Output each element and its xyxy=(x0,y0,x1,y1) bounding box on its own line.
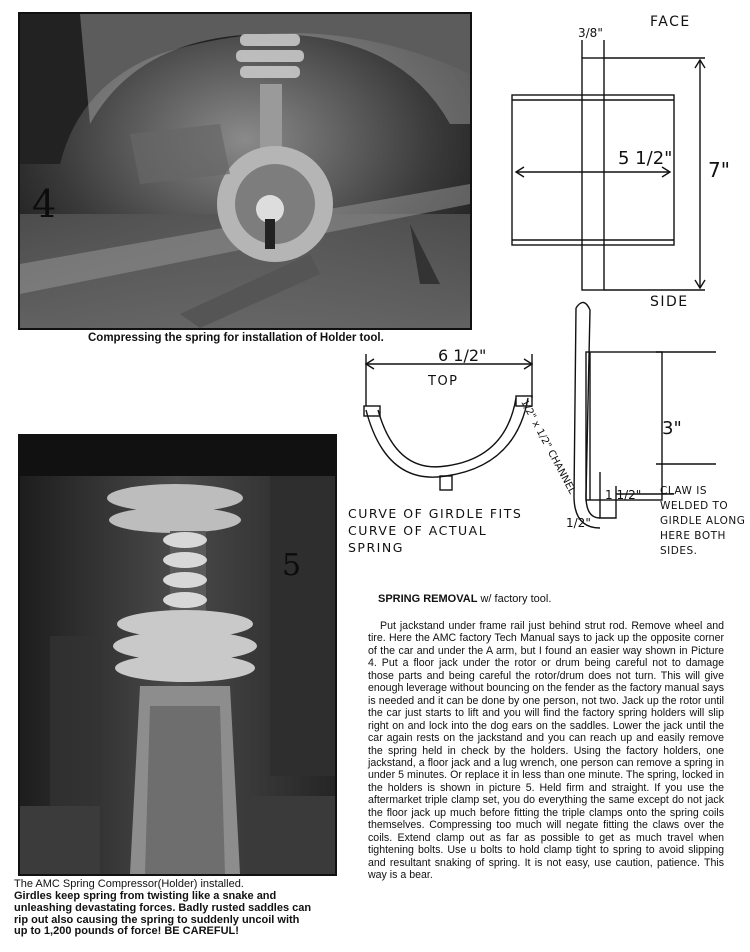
photo2-caption-warning: Girdles keep spring from twisting like a snake and unleashing devastating forces. Badly rusted saddles can rip out also causing the spring to suddenly uncoil with up to 1,200 pounds of force! BE CAREFUL! xyxy=(14,890,312,938)
photo-compressing-spring-image xyxy=(20,14,470,328)
sketch-top-width: 6 1/2" xyxy=(438,346,487,365)
sketch-side-claw-size: 1 1/2" xyxy=(605,488,642,502)
section-title xyxy=(378,593,551,605)
sketch-side-label: SIDE xyxy=(650,294,689,310)
sketch-side-bottom-dim: 1/2" xyxy=(566,516,591,530)
photo1-caption: Compressing the spring for installation of Holder tool. xyxy=(88,332,384,344)
sketch-side-height: 3" xyxy=(662,418,682,439)
sketch-top-label: TOP xyxy=(428,374,459,389)
sketch-top-note: CURVE OF GIRDLE FITS CURVE OF ACTUAL SPRING xyxy=(348,506,523,555)
sketch-face-thickness: 3/8" xyxy=(578,26,603,40)
photo-spring-holder-image xyxy=(20,436,335,874)
sketch-face-width: 5 1/2" xyxy=(618,148,673,169)
sketch-side-channel: 1/2" x 1/2" CHANNEL xyxy=(518,398,578,496)
photo-compressing-spring xyxy=(18,12,472,330)
photo-number-4: 4 xyxy=(32,182,57,226)
section-title-bold: SPRING REMOVAL xyxy=(378,593,478,605)
sketch-side-note: CLAW IS WELDED TO GIRDLE ALONG HERE BOTH SIDES. xyxy=(660,485,746,557)
sketch-face-height: 7" xyxy=(708,158,730,182)
photo-spring-holder-installed xyxy=(18,434,337,876)
photo2-caption-title: The AMC Spring Compressor(Holder) installed. xyxy=(14,878,244,890)
sketch-face-label: FACE xyxy=(650,14,691,30)
sketch-top-drawing xyxy=(356,346,556,506)
body-paragraph: Put jackstand under frame rail just behind strut rod. Remove wheel and tire. Here the AMC factory Tech Manual says to jack up the opposite corner of the car and under the A arm, but I found an easier way shown in Picture 4. Put a floor jack under the rotor or drum being careful not to damage those parts and being careful the rotor/drum does not turn. This will give enough leverage without bouncing on the fender as the factory manual says is needed and it can be done by one person, not two. Jack up the rotor until the car just starts to lift and you will find the factory spring holders will slip right on and lock into the dog ears on the saddles. Lower the jack until the car again rests on the jackstand and you can reach up and easily remove the spring held in check by the holders. Using the factory holders, one jackstand, a floor jack and a lug wrench, one person can remove a spring in under 5 minutes. Or replace it in less than one minute. The spring, locked in the holders is shown in picture 5. Held firm and straight. If you use the aftermarket triple clamp set, you do everything the same except do not jack the floor jack up much before fitting the triple clamps onto the spring coils themselves. Compressing too much will negate fitting the claws over the coils. Extend clamp out as far as possible to get as much travel when tightening bolts. Use u bolts to hold clamp tight to spring to avoid slipping and resultant snaking of spring. It is not easy, use caution, patience. This way is a bear. xyxy=(368,620,724,882)
section-title-rest: w/ factory tool. xyxy=(477,593,552,605)
photo-number-5: 5 xyxy=(282,548,302,583)
